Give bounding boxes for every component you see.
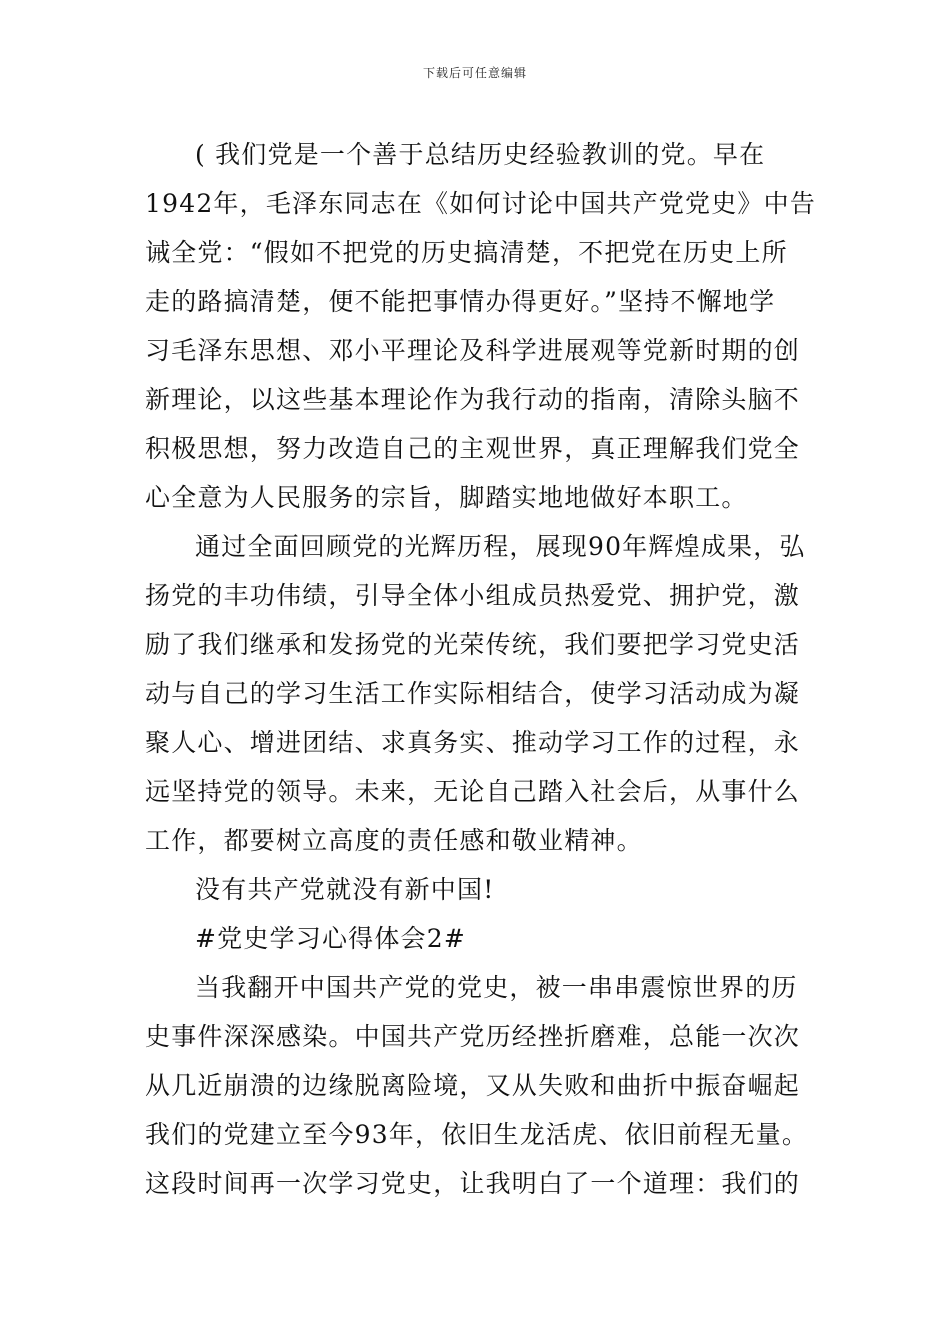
- text-line: 习毛泽东思想、邓小平理论及科学进展观等党新时期的创: [145, 336, 801, 365]
- text-line: 积极思想，努力改造自己的主观世界，真正理解我们党全: [145, 434, 801, 463]
- text-line: 从几近崩溃的边缘脱离险境，又从失败和曲折中振奋崛起: [145, 1071, 801, 1100]
- text-line: 诫全党：“假如不把党的历史搞清楚，不把党在历史上所: [145, 238, 788, 267]
- text-line: 远坚持党的领导。未来，无论自己踏入社会后，从事什么: [145, 777, 801, 806]
- text-line: 动与自己的学习生活工作实际相结合，使学习活动成为凝: [145, 679, 801, 708]
- document-body: [145, 130, 817, 1208]
- text-line: 励了我们继承和发扬党的光荣传统，我们要把学习党史活: [145, 630, 801, 659]
- text-line: ( 我们党是一个善于总结历史经验教训的党。早在: [195, 140, 766, 169]
- text-line: 聚人心、增进团结、求真务实、推动学习工作的过程，永: [145, 728, 801, 757]
- text-line: 没有共产党就没有新中国!: [195, 875, 495, 904]
- text-line: 工作，都要树立高度的责任感和敬业精神。: [145, 826, 643, 855]
- page-header: 下载后可任意编辑: [422, 66, 527, 80]
- text-line: 新理论，以这些基本理论作为我行动的指南，清除头脑不: [145, 385, 801, 414]
- text-line: 这段时间再一次学习党史，让我明白了一个道理：我们的: [145, 1169, 801, 1198]
- text-line: 走的路搞清楚，便不能把事情办得更好。”坚持不懈地学: [145, 287, 776, 316]
- text-line: 我们的党建立至今93年，依旧生龙活虎、依旧前程无量。: [145, 1120, 809, 1149]
- text-line: #党史学习心得体会2#: [195, 924, 467, 953]
- text-line: 当我翻开中国共产党的党史，被一串串震惊世界的历: [195, 973, 798, 1002]
- text-line: 心全意为人民服务的宗旨，脚踏实地地做好本职工。: [145, 483, 748, 512]
- text-line: 1942年，毛泽东同志在《如何讨论中国共产党党史》中告: [145, 189, 817, 218]
- text-line: 通过全面回顾党的光辉历程，展现90年辉煌成果，弘: [195, 532, 806, 561]
- text-line: 史事件深深感染。中国共产党历经挫折磨难，总能一次次: [145, 1022, 801, 1051]
- text-line: 扬党的丰功伟绩，引导全体小组成员热爱党、拥护党，激: [145, 581, 801, 610]
